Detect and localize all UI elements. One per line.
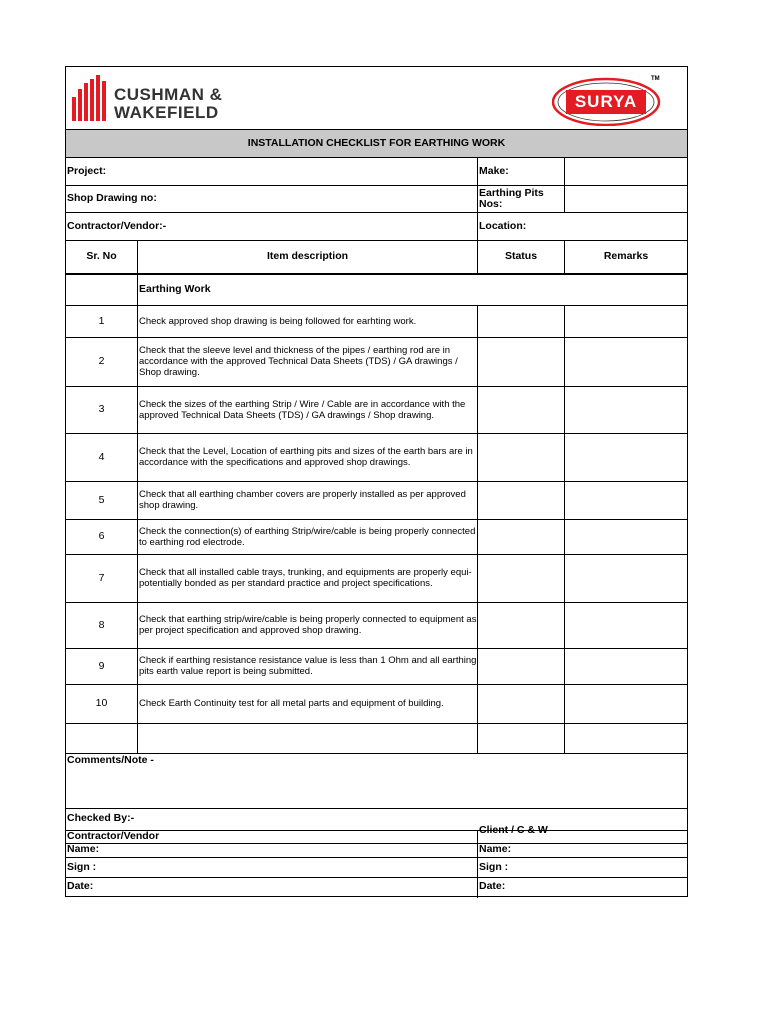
- contractor-label: Contractor/Vendor:-: [67, 219, 167, 232]
- item-no: 10: [95, 697, 108, 709]
- page-title: INSTALLATION CHECKLIST FOR EARTHING WORK: [247, 137, 506, 149]
- client-label: Client / C & W: [479, 824, 548, 836]
- surya-logo-text: SURYA: [574, 92, 638, 111]
- cw-logo-line1: CUSHMAN &: [114, 85, 223, 104]
- item-text: Check that the Level, Location of earthing pits and sizes of the earth bars are in accordance with the specifications and approved shop drawings.: [139, 446, 473, 468]
- left-sign-label: Sign :: [67, 860, 97, 873]
- item-no: 3: [98, 403, 105, 415]
- item-text: Check that the sleeve level and thickness of the pipes / earthing rod are in accordance with the approved Technical Data Sheets (TDS) / GA drawings / Shop drawing.: [139, 345, 458, 378]
- checked-by-label: Checked By:-: [67, 812, 135, 824]
- surya-logo: [552, 76, 672, 128]
- right-name-label: Name:: [479, 843, 512, 855]
- item-no: 4: [98, 450, 105, 463]
- make-label: Make:: [479, 165, 509, 177]
- trademark-mark: TM: [651, 76, 660, 82]
- project-label: Project:: [67, 165, 107, 177]
- earthing-pits-label: Earthing Pits Nos:: [479, 186, 544, 210]
- item-no: 2: [98, 355, 105, 367]
- right-date-label: Date:: [479, 880, 506, 892]
- item-text: Check the sizes of the earthing Strip / Wire / Cable are in accordance with the approved Technical Data Sheets (TDS) / GA drawings / Shop drawing.: [139, 398, 466, 421]
- item-no: 8: [98, 618, 105, 631]
- item-no: 5: [98, 493, 105, 506]
- item-text: Check approved shop drawing is being followed for earhting work.: [139, 315, 417, 327]
- cushman-wakefield-logo: [72, 73, 223, 123]
- item-text: Check that all earthing chamber covers are properly installed as per approved shop drawing.: [139, 489, 466, 511]
- col-item-description: Item description: [266, 250, 349, 262]
- left-date-label: Date:: [67, 880, 94, 892]
- item-text: Check that earthing strip/wire/cable is being properly connected to equipment as per project specification and approved shop drawing.: [139, 614, 477, 636]
- col-status: Status: [504, 250, 538, 262]
- item-no: 7: [98, 571, 105, 584]
- col-remarks: Remarks: [603, 250, 649, 262]
- location-label: Location:: [479, 219, 527, 232]
- section-title: Earthing Work: [139, 283, 211, 295]
- checklist-sheet: [65, 66, 688, 897]
- col-srno: Sr. No: [86, 250, 117, 262]
- building-bars-icon: [72, 75, 108, 121]
- right-sign-label: Sign :: [479, 860, 509, 873]
- comments-label: Comments/Note -: [67, 754, 154, 766]
- left-name-label: Name:: [67, 843, 100, 855]
- item-text: Check the connection(s) of earthing Strip/wire/cable is being properly connected to earthing rod electrode.: [139, 525, 476, 548]
- item-no: 1: [98, 314, 105, 327]
- item-text: Check Earth Continuity test for all metal parts and equipment of building.: [139, 698, 444, 709]
- item-no: 6: [98, 530, 105, 542]
- shop-drawing-label: Shop Drawing no:: [67, 192, 157, 204]
- item-no: 9: [98, 659, 105, 672]
- contractor-vendor-label: Contractor/Vendor: [67, 830, 160, 842]
- cw-logo-line2: WAKEFIELD: [114, 103, 219, 122]
- item-text: Check that all installed cable trays, trunking, and equipments are properly equi-potentially bonded as per standard practice and project specifications.: [139, 567, 472, 589]
- item-text: Check if earthing resistance resistance value is less than 1 Ohm and all earthing pits earth value report is being submitted.: [139, 655, 477, 677]
